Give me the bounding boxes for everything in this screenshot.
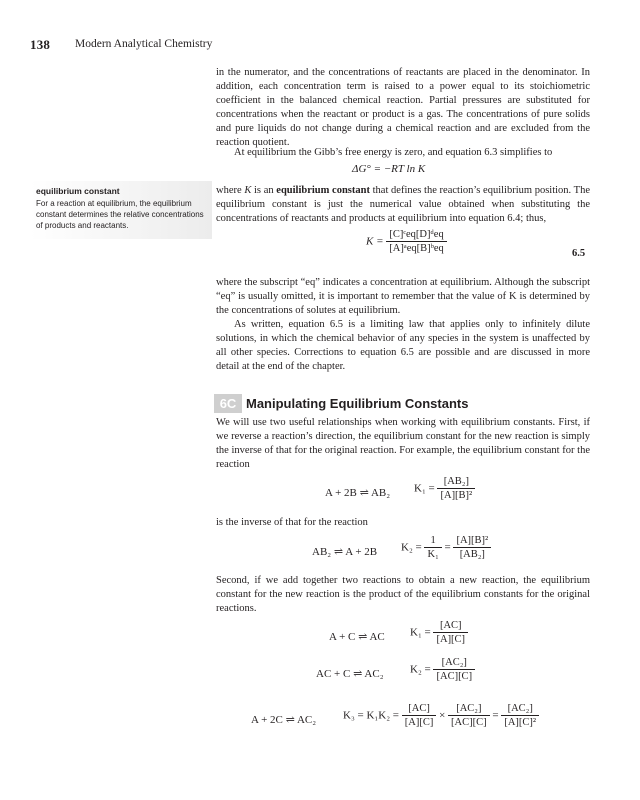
paragraph-3-mid: is an xyxy=(251,185,277,196)
eqE-times: × xyxy=(439,709,446,722)
paragraph-2: At equilibrium the Gibb’s free energy is zero, and equation 6.3 simplifies to xyxy=(234,147,553,158)
key-term: equilibrium constant xyxy=(276,185,370,196)
eqC-k: K₁ = xyxy=(410,626,431,639)
eq65-lhs: K = xyxy=(366,235,384,248)
paragraph-6: We will use two useful relationships when working with equilibrium constants. First, if we reverse a reaction’s direction, the equilibrium constant for the new reaction is simply the inverse of that for the original reaction. For example, the equilibrium constant for the reaction xyxy=(216,417,590,470)
equation-reaction-a: A + 2B ⇌ AB₂ xyxy=(325,487,391,499)
eqE-equals: = xyxy=(492,709,499,722)
eqE-numerator-2: [AC₂] xyxy=(448,703,490,716)
paragraph-3 xyxy=(216,184,590,226)
paragraph-5: As written, equation 6.5 is a limiting law that applies only to infinitely dilute solutions, in which the chemical behavior of any species in the system is unaffected by all other species. Corrections to equation 6.5 are possible and are discussed in more detail at the end of the chapter. xyxy=(216,319,590,372)
equation-6-5 xyxy=(366,229,447,254)
eqB-fraction-2 xyxy=(453,535,491,560)
paragraph-3-k: K xyxy=(244,185,252,196)
eqB-numerator-2: [A][B]² xyxy=(453,535,491,548)
eqB-k: K₂ = xyxy=(401,541,422,554)
eqE-numerator-3: [AC₂] xyxy=(501,703,539,716)
equation-reaction-b: AB₂ ⇌ A + 2B xyxy=(312,546,378,558)
equation-k1-c xyxy=(410,620,468,645)
eqD-denominator: [AC][C] xyxy=(436,671,473,682)
eqB-denominator-1: K₁ xyxy=(427,549,439,560)
equation-k1 xyxy=(414,476,475,501)
paragraph-1: in the numerator, and the concentrations of reactants are placed in the denominator. In addition, each concentration term is raised to a power equal to its stoichiometric coefficient in the balanced chemical reaction. Partial pressures are substituted for concentrations when the reactant or product is a gas. The concentrations of pure solids and pure liquids do not change during a chemical reaction and are excluded from the reaction quotient. xyxy=(216,67,590,148)
margin-note xyxy=(30,181,212,239)
equation-reaction-d: AC + C ⇌ AC₂ xyxy=(316,668,384,680)
eqE-fraction-3 xyxy=(501,703,539,728)
eqB-equals: = xyxy=(444,541,451,554)
eqE-fraction-1 xyxy=(402,703,437,728)
paragraph-3-pre: where xyxy=(216,185,245,196)
equation-gibbs-rhs: = −RT ln K xyxy=(373,163,426,175)
paragraph-8: Second, if we add together two reactions to obtain a new reaction, the equilibrium constant for the new reaction is the product of the equilibrium constants for the original reactions. xyxy=(216,575,590,614)
eqE-denominator-2: [AC][C] xyxy=(451,717,487,728)
eqC-denominator: [A][C] xyxy=(436,634,466,645)
eqE-denominator-3: [A][C]² xyxy=(504,717,537,728)
equation-k2-d xyxy=(410,657,475,682)
eq65-denominator: [A]ᵃeq[B]ᵇeq xyxy=(389,243,444,254)
eqA-fraction xyxy=(437,476,475,501)
running-header: Modern Analytical Chemistry xyxy=(75,38,213,50)
eqA-numerator: [AB₂] xyxy=(437,476,475,489)
equation-gibbs xyxy=(352,163,425,175)
eqB-numerator-1: 1 xyxy=(424,535,441,548)
eqD-fraction xyxy=(433,657,475,682)
eqA-k: K₁ = xyxy=(414,482,435,495)
eqB-denominator-2: [AB₂] xyxy=(459,549,485,560)
eqB-fraction-1 xyxy=(424,535,441,560)
paragraph-3-post: that defines the reaction’s equilibrium position. The equilibrium constant is just the numerical value obtained when substituting the concentrations of reactants and products at equilibrium into equation 6.4; thus, xyxy=(216,185,590,224)
section-number: 6C xyxy=(214,394,242,413)
equation-number: 6.5 xyxy=(572,248,586,259)
equation-k3 xyxy=(343,703,539,728)
page-number: 138 xyxy=(30,37,51,52)
equation-k2 xyxy=(401,535,491,560)
equation-reaction-c: A + C ⇌ AC xyxy=(329,631,385,643)
section-title: Manipulating Equilibrium Constants xyxy=(246,396,469,411)
margin-note-definition: For a reaction at equilibrium, the equilibrium constant determines the relative concentrations of products and reactants. xyxy=(36,199,204,230)
eqC-fraction xyxy=(433,620,468,645)
eqA-denominator: [A][B]² xyxy=(440,490,473,501)
eqD-k: K₂ = xyxy=(410,663,431,676)
eqE-denominator-1: [A][C] xyxy=(404,717,434,728)
eqE-numerator-1: [AC] xyxy=(402,703,437,716)
eq65-numerator: [C]ᶜeq[D]ᵈeq xyxy=(386,229,447,242)
margin-note-term: equilibrium constant xyxy=(36,186,120,196)
eqD-numerator: [AC₂] xyxy=(433,657,475,670)
equation-gibbs-lhs: ΔG° xyxy=(352,163,371,175)
paragraph-4: where the subscript “eq” indicates a concentration at equilibrium. Although the subscript “eq” is usually omitted, it is important to remember that the value of K is determined by the concentrations of solutes at equilibrium. xyxy=(216,277,590,316)
section-heading xyxy=(214,394,592,413)
equation-reaction-e: A + 2C ⇌ AC₂ xyxy=(251,714,317,726)
eqE-fraction-2 xyxy=(448,703,490,728)
eqE-k: K₃ = K₁K₂ = xyxy=(343,709,399,722)
eqC-numerator: [AC] xyxy=(433,620,468,633)
eq65-fraction xyxy=(386,229,447,254)
paragraph-7: is the inverse of that for the reaction xyxy=(216,517,368,528)
